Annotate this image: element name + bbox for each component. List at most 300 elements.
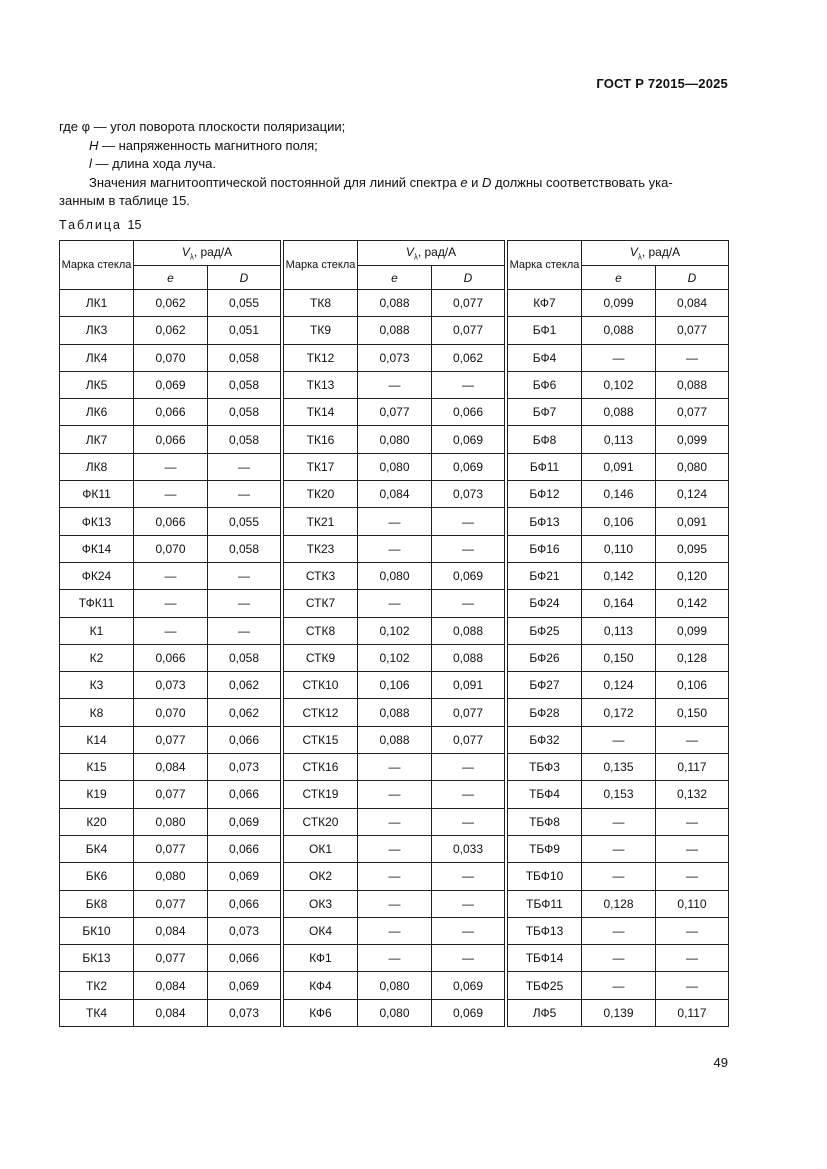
cell-value-e: —: [358, 781, 432, 808]
cell-value-d: 0,066: [208, 835, 281, 862]
cell-glass-mark: ТБФ8: [508, 808, 582, 835]
table-row: [60, 317, 281, 344]
cell-value-e: 0,164: [582, 590, 656, 617]
cell-value-d: 0,062: [208, 699, 281, 726]
cell-glass-mark: БФ1: [508, 317, 582, 344]
cell-value-d: 0,058: [208, 535, 281, 562]
table-row: [60, 344, 281, 371]
cell-value-d: 0,058: [208, 426, 281, 453]
cell-value-e: 0,066: [134, 399, 208, 426]
cell-value-d: 0,073: [208, 754, 281, 781]
cell-glass-mark: КФ1: [284, 945, 358, 972]
cell-value-e: 0,139: [582, 999, 656, 1026]
cell-value-e: 0,070: [134, 535, 208, 562]
table-row: [284, 644, 505, 671]
phi-definition: — угол поворота плоскости поляризации;: [93, 119, 346, 134]
cell-glass-mark: ТБФ9: [508, 835, 582, 862]
cell-value-d: —: [656, 917, 729, 944]
table-row: [284, 917, 505, 944]
cell-glass-mark: ТБФ4: [508, 781, 582, 808]
table-part-1: [59, 240, 281, 1027]
cell-glass-mark: БФ16: [508, 535, 582, 562]
cell-value-d: 0,069: [208, 808, 281, 835]
cell-value-d: 0,150: [656, 699, 729, 726]
v-unit: , рад/А: [641, 244, 681, 259]
table-row: [60, 945, 281, 972]
table-row: [60, 426, 281, 453]
table-row: [60, 590, 281, 617]
table-row: [284, 371, 505, 398]
cell-value-e: —: [134, 590, 208, 617]
cell-value-d: —: [656, 344, 729, 371]
cell-value-d: 0,110: [656, 890, 729, 917]
cell-value-d: 0,069: [432, 999, 505, 1026]
cell-value-e: 0,080: [358, 453, 432, 480]
cell-value-d: 0,051: [208, 317, 281, 344]
cell-value-d: 0,066: [208, 726, 281, 753]
cell-value-e: 0,077: [134, 890, 208, 917]
table-row: [508, 426, 729, 453]
cell-value-e: 0,080: [134, 863, 208, 890]
table-row: [60, 672, 281, 699]
cell-value-d: —: [656, 945, 729, 972]
cell-glass-mark: К14: [60, 726, 134, 753]
cell-glass-mark: ТК20: [284, 481, 358, 508]
cell-value-d: 0,058: [208, 371, 281, 398]
cell-glass-mark: СТК8: [284, 617, 358, 644]
table-row: [508, 699, 729, 726]
v-unit: , рад/А: [193, 244, 233, 259]
cell-value-d: —: [432, 590, 505, 617]
header-e: e: [134, 266, 208, 290]
cell-value-d: 0,088: [656, 371, 729, 398]
cell-glass-mark: БФ11: [508, 453, 582, 480]
table-row: [60, 972, 281, 999]
table-row: [508, 508, 729, 535]
table-row: [60, 890, 281, 917]
cell-value-d: 0,091: [432, 672, 505, 699]
cell-value-e: 0,077: [358, 399, 432, 426]
cell-glass-mark: СТК12: [284, 699, 358, 726]
cell-value-e: —: [358, 508, 432, 535]
header-glass-mark: Марка стекла: [508, 241, 582, 290]
table-row: [508, 371, 729, 398]
table-row: [60, 562, 281, 589]
cell-value-e: —: [358, 371, 432, 398]
table-row: [508, 890, 729, 917]
cell-value-e: —: [358, 590, 432, 617]
cell-glass-mark: КФ6: [284, 999, 358, 1026]
cell-glass-mark: БФ4: [508, 344, 582, 371]
cell-value-e: 0,106: [582, 508, 656, 535]
cell-value-d: 0,077: [432, 290, 505, 317]
cell-glass-mark: БФ13: [508, 508, 582, 535]
cell-value-d: 0,099: [656, 426, 729, 453]
table-caption-word: Таблица: [59, 218, 123, 232]
cell-value-e: 0,084: [134, 999, 208, 1026]
cell-value-d: 0,058: [208, 344, 281, 371]
table-row: [60, 781, 281, 808]
cell-glass-mark: БФ27: [508, 672, 582, 699]
cell-glass-mark: БФ8: [508, 426, 582, 453]
cell-glass-mark: ОК2: [284, 863, 358, 890]
cell-glass-mark: СТК19: [284, 781, 358, 808]
cell-value-d: 0,077: [432, 699, 505, 726]
cell-glass-mark: БК4: [60, 835, 134, 862]
table-row: [60, 699, 281, 726]
table-row: [60, 917, 281, 944]
table-row: [284, 617, 505, 644]
cell-glass-mark: ТБФ25: [508, 972, 582, 999]
cell-value-e: 0,102: [358, 617, 432, 644]
table-row: [508, 481, 729, 508]
cell-value-d: 0,073: [208, 917, 281, 944]
cell-glass-mark: К1: [60, 617, 134, 644]
cell-value-d: —: [656, 863, 729, 890]
cell-value-e: 0,142: [582, 562, 656, 589]
table-row: [284, 890, 505, 917]
cell-value-e: 0,084: [134, 917, 208, 944]
table-row: [284, 699, 505, 726]
cell-value-e: 0,099: [582, 290, 656, 317]
cell-glass-mark: СТК7: [284, 590, 358, 617]
cell-value-d: —: [432, 808, 505, 835]
cell-glass-mark: ФК14: [60, 535, 134, 562]
table-row: [508, 644, 729, 671]
cell-glass-mark: СТК20: [284, 808, 358, 835]
cell-glass-mark: БК8: [60, 890, 134, 917]
table-row: [508, 754, 729, 781]
paragraph-mid: и: [467, 175, 483, 190]
table-row: [60, 290, 281, 317]
cell-glass-mark: ТБФ3: [508, 754, 582, 781]
header-d: D: [432, 266, 505, 290]
table-row: [508, 781, 729, 808]
cell-value-e: 0,084: [358, 481, 432, 508]
table-row: [284, 562, 505, 589]
table-row: [508, 945, 729, 972]
cell-value-d: 0,077: [432, 317, 505, 344]
cell-value-e: 0,088: [358, 726, 432, 753]
cell-value-e: —: [358, 917, 432, 944]
cell-glass-mark: К20: [60, 808, 134, 835]
cell-value-e: 0,102: [582, 371, 656, 398]
table-row: [60, 399, 281, 426]
cell-glass-mark: ТК17: [284, 453, 358, 480]
cell-value-e: 0,110: [582, 535, 656, 562]
cell-value-e: —: [582, 835, 656, 862]
cell-glass-mark: СТК9: [284, 644, 358, 671]
paragraph-end: должны соответствовать ука-: [491, 175, 673, 190]
lambda-subscript: λ: [189, 252, 194, 262]
cell-value-d: 0,069: [432, 972, 505, 999]
cell-glass-mark: БФ6: [508, 371, 582, 398]
l-symbol: l: [89, 156, 92, 171]
cell-value-d: 0,066: [208, 781, 281, 808]
header-v-lambda: [358, 241, 505, 266]
cell-value-d: 0,142: [656, 590, 729, 617]
cell-value-e: 0,080: [358, 972, 432, 999]
cell-glass-mark: БФ32: [508, 726, 582, 753]
cell-value-e: 0,066: [134, 508, 208, 535]
cell-glass-mark: ТК14: [284, 399, 358, 426]
table-row: [508, 617, 729, 644]
cell-value-d: 0,080: [656, 453, 729, 480]
cell-value-d: 0,066: [208, 945, 281, 972]
cell-glass-mark: СТК15: [284, 726, 358, 753]
header-e: e: [582, 266, 656, 290]
table-row: [284, 999, 505, 1026]
cell-value-d: 0,120: [656, 562, 729, 589]
cell-value-e: —: [358, 863, 432, 890]
cell-value-d: 0,091: [656, 508, 729, 535]
header-v-lambda: [134, 241, 281, 266]
l-definition: — длина хода луча.: [91, 156, 216, 171]
cell-value-e: —: [134, 453, 208, 480]
cell-glass-mark: ТФК11: [60, 590, 134, 617]
cell-value-e: 0,062: [134, 290, 208, 317]
cell-value-d: 0,117: [656, 754, 729, 781]
h-symbol: H: [89, 138, 99, 153]
table-row: [508, 808, 729, 835]
cell-value-d: —: [208, 562, 281, 589]
cell-value-d: —: [432, 863, 505, 890]
cell-value-d: 0,069: [208, 972, 281, 999]
table-row: [284, 781, 505, 808]
table-row: [60, 644, 281, 671]
cell-glass-mark: СТК3: [284, 562, 358, 589]
cell-glass-mark: БФ12: [508, 481, 582, 508]
table-row: [60, 535, 281, 562]
table-row: [284, 317, 505, 344]
table-row: [508, 317, 729, 344]
cell-value-d: 0,124: [656, 481, 729, 508]
table-row: [60, 863, 281, 890]
table-row: [508, 344, 729, 371]
cell-value-e: —: [358, 754, 432, 781]
cell-value-d: 0,058: [208, 644, 281, 671]
cell-value-d: 0,077: [656, 399, 729, 426]
cell-glass-mark: БК6: [60, 863, 134, 890]
cell-glass-mark: ТБФ11: [508, 890, 582, 917]
v-symbol: V: [181, 244, 190, 259]
table-row: [284, 726, 505, 753]
cell-value-d: 0,077: [432, 726, 505, 753]
cell-glass-mark: ТБФ10: [508, 863, 582, 890]
cell-glass-mark: ЛК7: [60, 426, 134, 453]
cell-value-e: 0,069: [134, 371, 208, 398]
cell-value-d: —: [656, 808, 729, 835]
cell-value-e: 0,102: [358, 644, 432, 671]
table-row: [284, 863, 505, 890]
table-row: [508, 453, 729, 480]
cell-value-d: —: [432, 945, 505, 972]
table-15: [59, 240, 728, 1031]
cell-glass-mark: ТК8: [284, 290, 358, 317]
cell-glass-mark: ФК13: [60, 508, 134, 535]
header-glass-mark: Марка стекла: [284, 241, 358, 290]
cell-glass-mark: ЛК8: [60, 453, 134, 480]
cell-value-d: 0,106: [656, 672, 729, 699]
cell-value-e: 0,077: [134, 945, 208, 972]
cell-value-e: 0,172: [582, 699, 656, 726]
cell-value-d: 0,066: [432, 399, 505, 426]
lambda-subscript: λ: [637, 252, 642, 262]
table-row: [60, 808, 281, 835]
table-row: [284, 590, 505, 617]
table-row: [508, 535, 729, 562]
table-row: [284, 481, 505, 508]
cell-value-e: —: [582, 917, 656, 944]
cell-glass-mark: КФ7: [508, 290, 582, 317]
cell-value-d: —: [432, 535, 505, 562]
cell-value-e: 0,146: [582, 481, 656, 508]
cell-value-d: 0,095: [656, 535, 729, 562]
cell-value-e: —: [134, 617, 208, 644]
page-number: 49: [713, 1055, 728, 1070]
cell-value-d: 0,069: [432, 426, 505, 453]
cell-value-d: 0,055: [208, 508, 281, 535]
table-caption-number: 15: [127, 218, 142, 232]
cell-glass-mark: ТК21: [284, 508, 358, 535]
cell-value-d: 0,084: [656, 290, 729, 317]
cell-glass-mark: ЛК5: [60, 371, 134, 398]
table-row: [508, 290, 729, 317]
cell-glass-mark: К8: [60, 699, 134, 726]
cell-value-d: 0,069: [208, 863, 281, 890]
cell-glass-mark: К2: [60, 644, 134, 671]
cell-value-e: —: [582, 344, 656, 371]
cell-value-d: —: [432, 917, 505, 944]
cell-value-d: —: [208, 481, 281, 508]
cell-value-e: —: [134, 562, 208, 589]
cell-glass-mark: ЛФ5: [508, 999, 582, 1026]
cell-glass-mark: ТК12: [284, 344, 358, 371]
header-d: D: [208, 266, 281, 290]
table-row: [284, 290, 505, 317]
table-row: [284, 672, 505, 699]
cell-glass-mark: К3: [60, 672, 134, 699]
cell-value-e: —: [582, 863, 656, 890]
v-unit: , рад/А: [417, 244, 457, 259]
cell-value-e: 0,150: [582, 644, 656, 671]
cell-value-e: 0,070: [134, 344, 208, 371]
cell-value-e: —: [358, 835, 432, 862]
cell-value-e: 0,077: [134, 835, 208, 862]
cell-glass-mark: ТК13: [284, 371, 358, 398]
paragraph-line-2: занным в таблице 15.: [59, 193, 190, 208]
cell-value-d: 0,033: [432, 835, 505, 862]
cell-glass-mark: ТК23: [284, 535, 358, 562]
cell-value-d: —: [656, 726, 729, 753]
paragraph-e: e: [460, 175, 468, 190]
cell-glass-mark: СТК16: [284, 754, 358, 781]
cell-value-d: —: [656, 972, 729, 999]
cell-value-d: 0,088: [432, 644, 505, 671]
paragraph-line-1: [89, 174, 729, 192]
cell-value-e: 0,106: [358, 672, 432, 699]
table-row: [284, 945, 505, 972]
header-d: D: [656, 266, 729, 290]
table-part-2: [283, 240, 505, 1027]
table-row: [284, 508, 505, 535]
table-row: [60, 835, 281, 862]
table-row: [284, 399, 505, 426]
cell-value-e: 0,153: [582, 781, 656, 808]
cell-value-e: 0,088: [582, 399, 656, 426]
cell-value-e: 0,135: [582, 754, 656, 781]
cell-glass-mark: ОК1: [284, 835, 358, 862]
h-definition: — напряженность магнитного поля;: [98, 138, 318, 153]
v-symbol: V: [405, 244, 414, 259]
cell-value-d: —: [432, 508, 505, 535]
cell-value-d: —: [208, 590, 281, 617]
cell-value-e: —: [582, 945, 656, 972]
table-row: [60, 508, 281, 535]
cell-value-d: 0,055: [208, 290, 281, 317]
cell-glass-mark: ЛК6: [60, 399, 134, 426]
table-row: [508, 399, 729, 426]
cell-glass-mark: ЛК1: [60, 290, 134, 317]
table-row: [508, 672, 729, 699]
cell-value-e: 0,124: [582, 672, 656, 699]
where-line-phi: [59, 118, 345, 136]
cell-value-d: 0,117: [656, 999, 729, 1026]
cell-value-e: 0,088: [358, 317, 432, 344]
cell-glass-mark: ЛК3: [60, 317, 134, 344]
cell-value-d: —: [432, 754, 505, 781]
cell-value-d: 0,088: [432, 617, 505, 644]
cell-value-e: —: [134, 481, 208, 508]
table-row: [284, 453, 505, 480]
cell-value-e: —: [582, 972, 656, 999]
cell-value-e: 0,066: [134, 426, 208, 453]
cell-value-d: 0,132: [656, 781, 729, 808]
table-row: [508, 562, 729, 589]
cell-value-e: 0,113: [582, 426, 656, 453]
cell-glass-mark: ТК2: [60, 972, 134, 999]
cell-glass-mark: К15: [60, 754, 134, 781]
cell-value-e: 0,084: [134, 972, 208, 999]
where-line-h: [89, 137, 318, 155]
cell-glass-mark: ТБФ14: [508, 945, 582, 972]
table-row: [508, 590, 729, 617]
cell-value-d: 0,073: [208, 999, 281, 1026]
table-row: [284, 972, 505, 999]
cell-value-e: 0,073: [134, 672, 208, 699]
cell-glass-mark: БФ7: [508, 399, 582, 426]
cell-glass-mark: СТК10: [284, 672, 358, 699]
cell-value-e: 0,070: [134, 699, 208, 726]
cell-glass-mark: ОК4: [284, 917, 358, 944]
table-row: [60, 726, 281, 753]
cell-value-d: 0,066: [208, 890, 281, 917]
cell-glass-mark: КФ4: [284, 972, 358, 999]
cell-value-e: 0,066: [134, 644, 208, 671]
cell-glass-mark: БФ21: [508, 562, 582, 589]
cell-glass-mark: ТК4: [60, 999, 134, 1026]
cell-glass-mark: ТК9: [284, 317, 358, 344]
cell-value-e: —: [358, 890, 432, 917]
cell-value-d: 0,062: [208, 672, 281, 699]
cell-value-d: —: [208, 617, 281, 644]
cell-value-d: —: [432, 371, 505, 398]
cell-value-d: 0,069: [432, 453, 505, 480]
cell-glass-mark: ФК11: [60, 481, 134, 508]
cell-value-e: 0,062: [134, 317, 208, 344]
cell-glass-mark: ФК24: [60, 562, 134, 589]
cell-value-d: 0,077: [656, 317, 729, 344]
